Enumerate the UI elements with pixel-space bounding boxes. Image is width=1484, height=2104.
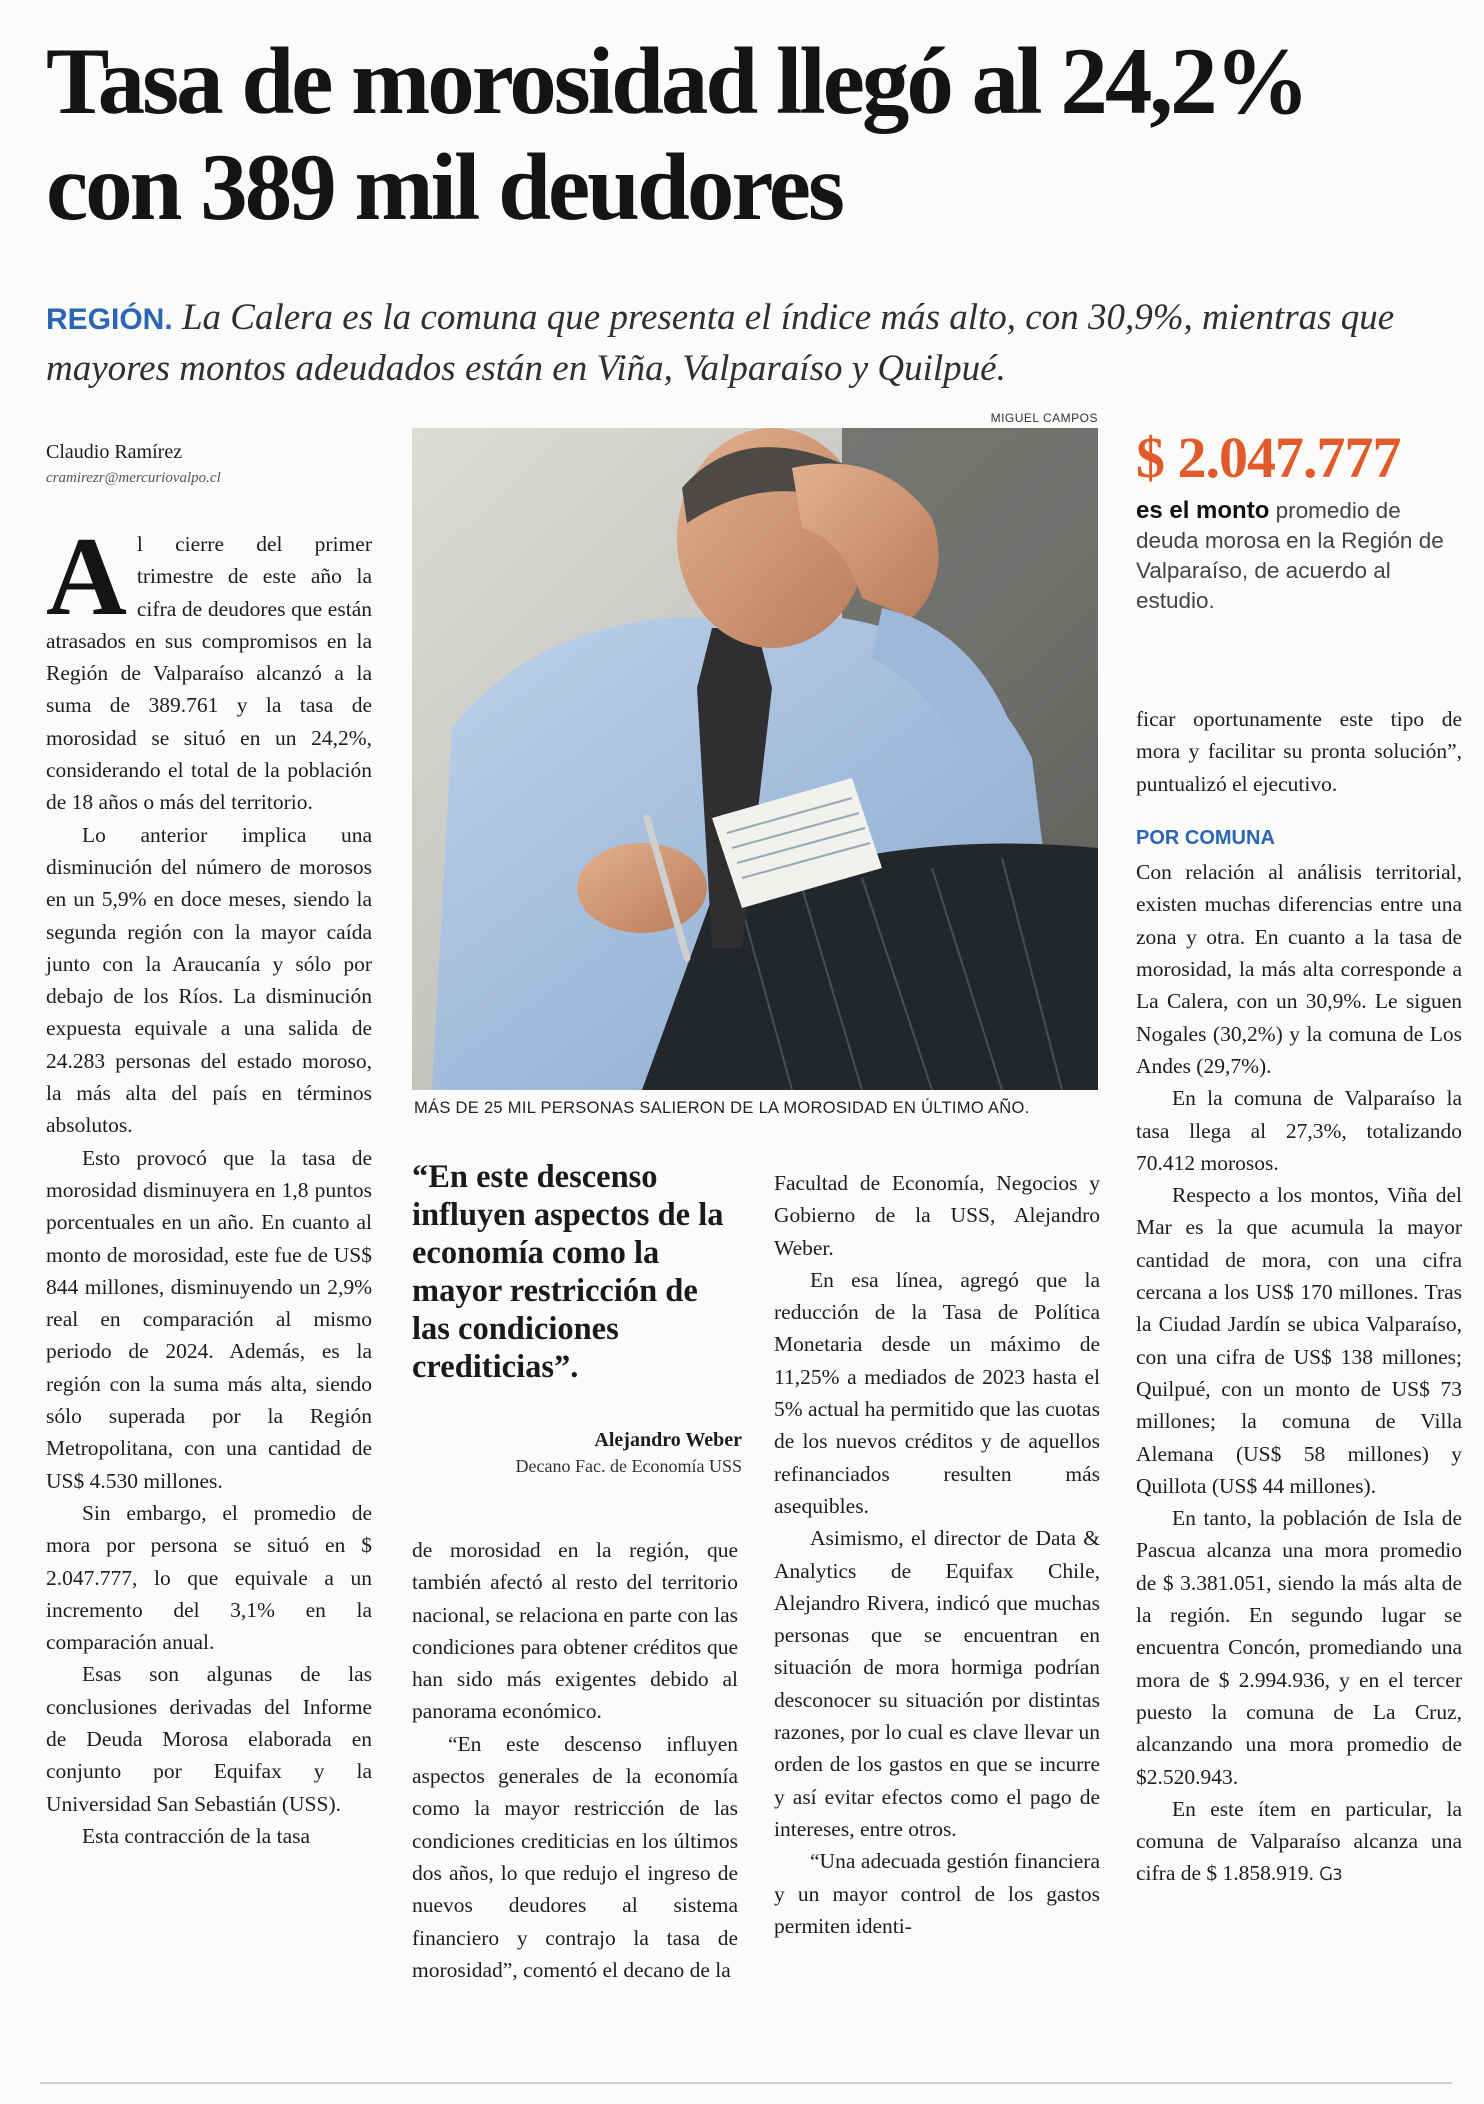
photo-illustration bbox=[412, 428, 1098, 1090]
deck bbox=[46, 293, 1446, 393]
paragraph: “Una adecuada gestión financiera y un mayor control de los gastos permiten identi- bbox=[774, 1849, 1100, 1938]
paragraph: Esto provocó que la tasa de morosidad disminuyera en 1,8 puntos porcentuales en un año. En cuanto al monto de morosidad, este fue de US$ 844 millones, disminuyendo un 2,9% real en comparación al mismo periodo de 2024. Además, es la región con la suma más alta, siendo sólo superada por la Región Metropolitana, con una cantidad de US$ 4.530 millones. bbox=[46, 1145, 372, 1493]
paragraph: “En este descenso influyen aspectos generales de la economía como la mayor restricción de las condiciones crediticias en los últimos dos años, lo que redujo el ingreso de nuevos deudores al sistema financiero y contrajo la tasa de morosidad”, comentó el decano de la bbox=[412, 1731, 738, 1982]
article-column-4 bbox=[1136, 703, 1462, 1892]
stat-amount: $ 2.047.777 bbox=[1136, 425, 1401, 490]
headline: Tasa de morosidad llegó al 24,2% con 389 mil deudores bbox=[46, 28, 1307, 240]
paragraph: Con relación al análisis territorial, existen muchas diferencias entre una zona y otra. En cuanto a la tasa de morosidad, la más alta corresponde a La Calera, con un 30,9%. Le siguen Nogales (30,2%) y la comuna de Los Andes (29,7%). bbox=[1136, 860, 1462, 1078]
paragraph: En tanto, la población de Isla de Pascua alcanza una mora promedio de $ 3.381.051, siendo la más alta de la región. En segundo lugar se encuentra Concón, promediando una mora de $ 2.994.936, y en el tercer puesto la comuna de La Cruz, alcanzando una mora promedio de $2.520.943. bbox=[1136, 1506, 1462, 1789]
pull-quote-role: Decano Fac. de Economía USS bbox=[515, 1456, 742, 1476]
pull-quote-name: Alejandro Weber bbox=[594, 1429, 742, 1451]
paragraph: Lo anterior implica una disminución del número de morosos en un 5,9% en doce meses, siendo la segunda región con la mayor caída junto con la Araucanía y sólo por debajo de los Ríos. La disminución expuesta equivale a una salida de 24.283 personas del estado moroso, la más alta del país en términos absolutos. bbox=[46, 822, 372, 1138]
paragraph: Facultad de Economía, Negocios y Gobierno de la USS, Alejandro Weber. bbox=[774, 1171, 1100, 1260]
pull-quote-text: “En este descenso influyen aspectos de la economía como la mayor restricción de las condiciones crediticias”. bbox=[412, 1159, 724, 1385]
article-column-1 bbox=[46, 515, 372, 1852]
paragraph: ficar oportunamente este tipo de mora y facilitar su pronta solución”, puntualizó el ejecutivo. bbox=[1136, 707, 1462, 796]
end-mark-icon: Ⴚ3 bbox=[1319, 1865, 1343, 1885]
deck-text: La Calera es la comuna que presenta el índice más alto, con 30,9%, mientras que mayores montos adeudados están en Viña, Valparaíso y Quilpué. bbox=[46, 297, 1395, 389]
drop-cap: A bbox=[46, 515, 127, 639]
author-name: Claudio Ramírez bbox=[46, 441, 183, 463]
paragraph: Esta contracción de la tasa bbox=[82, 1823, 311, 1848]
paragraph: En esa línea, agregó que la reducción de la Tasa de Política Monetaria desde un máximo de 11,25% a mediados de 2023 hasta el 5% actual ha permitido que las cuotas de los nuevos créditos y de aquellos refinanciados resulten más asequibles. bbox=[774, 1267, 1100, 1518]
photo-caption: MÁS DE 25 MIL PERSONAS SALIERON DE LA MOROSIDAD EN ÚLTIMO AÑO. bbox=[414, 1099, 1030, 1117]
article-photo bbox=[412, 428, 1098, 1090]
paragraph: Respecto a los montos, Viña del Mar es la que acumula la mayor cantidad de mora, con una cifra cercana a los US$ 170 millones. Tras la Ciudad Jardín se ubica Valparaíso, con una cifra de US$ 138 millones; Quilpué, con un monto de US$ 73 millones; la comuna de Villa Alemana (US$ 58 millones) y Quillota (US$ 44 millones). bbox=[1136, 1183, 1462, 1498]
paragraph: En este ítem en particular, la comuna de Valparaíso alcanza una cifra de $ 1.858.919. Ⴚ3 bbox=[1136, 1796, 1462, 1886]
stat-description bbox=[1136, 496, 1454, 616]
article-column-2 bbox=[412, 1534, 738, 1986]
paragraph: Esas son algunas de las conclusiones derivadas del Informe de Deuda Morosa elaborada en conjunto por Equifax y la Universidad San Sebastián (USS). bbox=[46, 1662, 372, 1816]
article-column-3 bbox=[774, 1167, 1100, 1942]
paragraph: Al cierre del primer trimestre de este año la cifra de deudores que están atrasados en sus compromisos en la Región de Valparaíso alcanzó a la suma de 389.761 y la tasa de morosidad se situó en un 24,2%, considerando el total de la población de 18 años o más del territorio. bbox=[46, 515, 372, 815]
stat-lead: es el monto bbox=[1136, 497, 1270, 524]
author-email[interactable]: cramirezr@mercuriovalpo.cl bbox=[46, 470, 221, 486]
paragraph: Sin embargo, el promedio de mora por persona se situó en $ 2.047.777, lo que equivale a un incremento del 3,1% en la comparación anual. bbox=[46, 1500, 372, 1655]
section-subhead: POR COMUNA bbox=[1136, 826, 1275, 849]
paragraph: de morosidad en la región, que también afectó al resto del territorio nacional, se relaciona en parte con las condiciones para obtener créditos que han sido más exigentes debido al panorama económico. bbox=[412, 1538, 738, 1724]
stat-text: promedio de deuda morosa en la Región de Valparaíso, de acuerdo al estudio. bbox=[1136, 498, 1444, 613]
deck-kicker: REGIÓN. bbox=[46, 303, 173, 336]
paragraph: En la comuna de Valparaíso la tasa llega al 27,3%, totalizando 70.412 morosos. bbox=[1136, 1086, 1462, 1175]
byline bbox=[46, 441, 376, 487]
bottom-rule bbox=[40, 2082, 1452, 2084]
pull-quote bbox=[412, 1158, 742, 1477]
paragraph: Asimismo, el director de Data & Analytics de Equifax Chile, Alejandro Rivera, indicó que muchas personas que se encuentran en situación de mora hormiga podrían desconocer su situación por distintas razones, por lo cual es clave llevar un orden de los gastos en que se incurre y así evitar efectos como el pago de intereses, entre otros. bbox=[774, 1526, 1100, 1841]
photo-credit: MIGUEL CAMPOS bbox=[990, 411, 1098, 425]
